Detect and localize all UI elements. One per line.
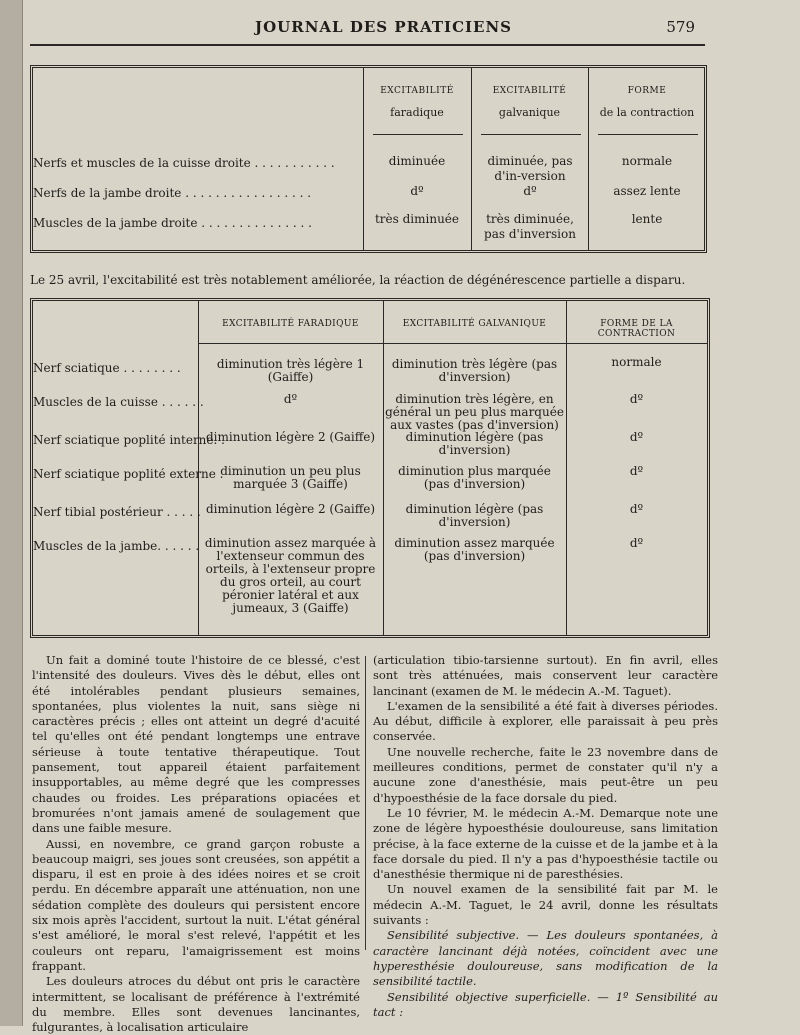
page-number: 579	[666, 18, 695, 36]
paragraph: Un fait a dominé toute l'histoire de ce blessé, c'est l'intensité des douleurs. Vives dès le début, elles ont été intolérables pendant plusieurs semaines, spontanées, plus violentes la nuit, sans siège ni caractères précis ; elles ont atteint un degré d'acuité tel qu'elles ont été pendant longtemps une entrave sérieuse à toute tentative thérapeutique. Tout pansement, tout appareil étaient parfaitement insupportables, au même degré que les compresses chaudes ou froides. Les préparations opiacées et bromurées n'ont jamais amené de soulagement que dans une faible mesure.	[32, 653, 360, 836]
table2-row-label: Muscles de la jambe. . . . . .	[33, 539, 200, 553]
table1-header-forme: FORME de la contraction	[599, 86, 695, 119]
table2-cell: diminution très légère (pas d'inversion)	[391, 357, 558, 384]
table-caption: Le 25 avril, l'excitabilité est très notablement améliorée, la réaction de dégénérescence partielle a disparu.	[30, 273, 686, 287]
left-text-column	[32, 653, 360, 1035]
table1-cell: diminuée, pas d'in-version	[487, 154, 573, 183]
table2-cell: dº	[629, 502, 644, 516]
paragraph: Un nouvel examen de la sensibilité fait par M. le médecin A.-M. Taguet, le 24 avril, donne les résultats suivants :	[373, 882, 718, 928]
paragraph: (articulation tibio-tarsienne surtout). En fin avril, elles sont très atténuées, mais conservent leur caractère lancinant (examen de M. le médecin A.-M. Taguet).	[373, 653, 718, 698]
table2-cell: dº	[629, 536, 644, 550]
table2-row-label: Nerf sciatique . . . . . . . .	[33, 361, 181, 375]
table2-cell: normale	[611, 355, 662, 369]
table2-row-label: Muscles de la cuisse . . . . . .	[33, 395, 204, 409]
table2-cell: diminution plus marquée (pas d'inversion)	[398, 464, 551, 491]
page-header	[250, 18, 695, 40]
paragraph: Sensibilité subjective. — Les douleurs spontanées, à caractère lancinant déjà notées, coïncident avec une hyperesthésie douloureuse, sans modification de la sensibilité tactile.	[373, 928, 718, 989]
page-gutter	[0, 0, 23, 1026]
table1-cell: assez lente	[613, 184, 681, 198]
table2-row-label: Nerf sciatique poplité externe .	[33, 467, 224, 481]
table1-header-rule	[481, 134, 581, 135]
column-rule	[365, 656, 366, 950]
table2-row-label: Nerf tibial postérieur . . . . .	[33, 505, 201, 519]
table1-row-label: Nerfs de la jambe droite . . . . . . . . . . . . . . . . .	[33, 186, 312, 200]
table1-cell: très diminuée, pas d'inversion	[484, 212, 576, 241]
table1-cell: diminuée	[388, 154, 446, 168]
table2-cell: diminution légère (pas d'inversion)	[405, 502, 544, 529]
table2-cell: dº	[283, 392, 298, 406]
table2-cell: diminution un peu plus marquée 3 (Gaiffe)	[220, 464, 361, 491]
paragraph: L'examen de la sensibilité a été fait à diverses périodes. Au début, difficile à explorer, elle paraissait à peu près conservée.	[373, 698, 718, 744]
table2-cell: diminution assez marquée (pas d'inversion)	[394, 536, 555, 563]
table2-cell: diminution légère (pas d'inversion)	[405, 430, 544, 457]
table2-divider	[383, 301, 384, 635]
table2-cell: dº	[629, 392, 644, 406]
table1-header-rule	[598, 134, 698, 135]
table2-row-label: Nerf sciatique poplité interne. .	[33, 433, 225, 447]
table1-header-rule	[373, 134, 463, 135]
table2-header-galvanique: EXCITABILITÉ GALVANIQUE	[402, 319, 547, 329]
paragraph: Les douleurs atroces du début ont pris le caractère intermittent, se localisant de préférence à l'extrémité du membre. Elles sont devenues lancinantes, fulgurantes, à localisation articulaire	[32, 974, 360, 1035]
table1-header-faradique: EXCITABILITÉ faradique	[380, 86, 454, 119]
table2-cell: dº	[629, 464, 644, 478]
table2-cell: diminution assez marquée à l'extenseur commun des orteils, à l'extenseur propre du gros orteil, au court péronier latéral et aux jumeaux, 3 (Gaiffe)	[204, 536, 377, 615]
paragraph: Sensibilité objective superficielle. — 1º Sensibilité au tact :	[373, 989, 718, 1019]
table2-header-faradique: EXCITABILITÉ FARADIQUE	[222, 319, 359, 329]
paragraph: Une nouvelle recherche, faite le 23 novembre dans de meilleures conditions, permet de constater qu'il n'y a aucune zone d'anesthésie, mais peut-être un peu d'hypoesthésie de la face dorsale du pied.	[373, 744, 718, 805]
table2-cell: diminution très légère, en général un peu plus marquée aux vastes (pas d'inversion)	[385, 392, 564, 432]
excitability-table-2	[30, 298, 710, 638]
table2-cell: diminution très légère 1 (Gaiffe)	[216, 357, 365, 384]
paragraph: Aussi, en novembre, ce grand garçon robuste a beaucoup maigri, ses joues sont creusées, son appétit a disparu, il est en proie à des idées noires et se croit perdu. En décembre apparaît une atténuation, non une sédation complète des douleurs qui persistent encore six mois après l'accident, surtout la nuit. L'état général s'est amélioré, le moral s'est relevé, l'appétit et les couleurs ont reparu, l'amaigrissement est moins frappant.	[32, 836, 360, 973]
table1-cell: normale	[621, 154, 673, 168]
table1-cell: lente	[631, 212, 663, 226]
table2-cell: diminution légère 2 (Gaiffe)	[205, 502, 375, 516]
table1-cell: dº	[410, 184, 424, 198]
paragraph: Le 10 février, M. le médecin A.-M. Demarque note une zone de légère hypoesthésie douloureuse, sans limitation précise, à la face externe de la cuisse et de la jambe et à la face dorsale du pied. Il n'y a pas d'hypoesthésie tactile ou d'anesthésie thermique ni de paresthésies.	[373, 805, 718, 882]
journal-title: JOURNAL DES PRATICIENS	[255, 18, 512, 36]
table2-divider	[566, 301, 567, 635]
table2-header-forme: FORME DE LA CONTRACTION	[597, 319, 676, 339]
excitability-table-1	[30, 65, 707, 253]
table2-header-rule	[199, 343, 707, 344]
table1-row-label: Muscles de la jambe droite . . . . . . . . . . . . . . .	[33, 216, 312, 230]
table1-row-label: Nerfs et muscles de la cuisse droite . . . . . . . . . . .	[33, 156, 335, 170]
table2-cell: dº	[629, 430, 644, 444]
table1-cell: dº	[523, 184, 537, 198]
table1-cell: très diminuée	[374, 212, 460, 226]
table2-cell: diminution légère 2 (Gaiffe)	[205, 430, 375, 444]
header-rule	[30, 44, 705, 46]
right-text-column	[373, 653, 718, 1020]
table1-header-galvanique: EXCITABILITÉ galvanique	[492, 86, 567, 119]
